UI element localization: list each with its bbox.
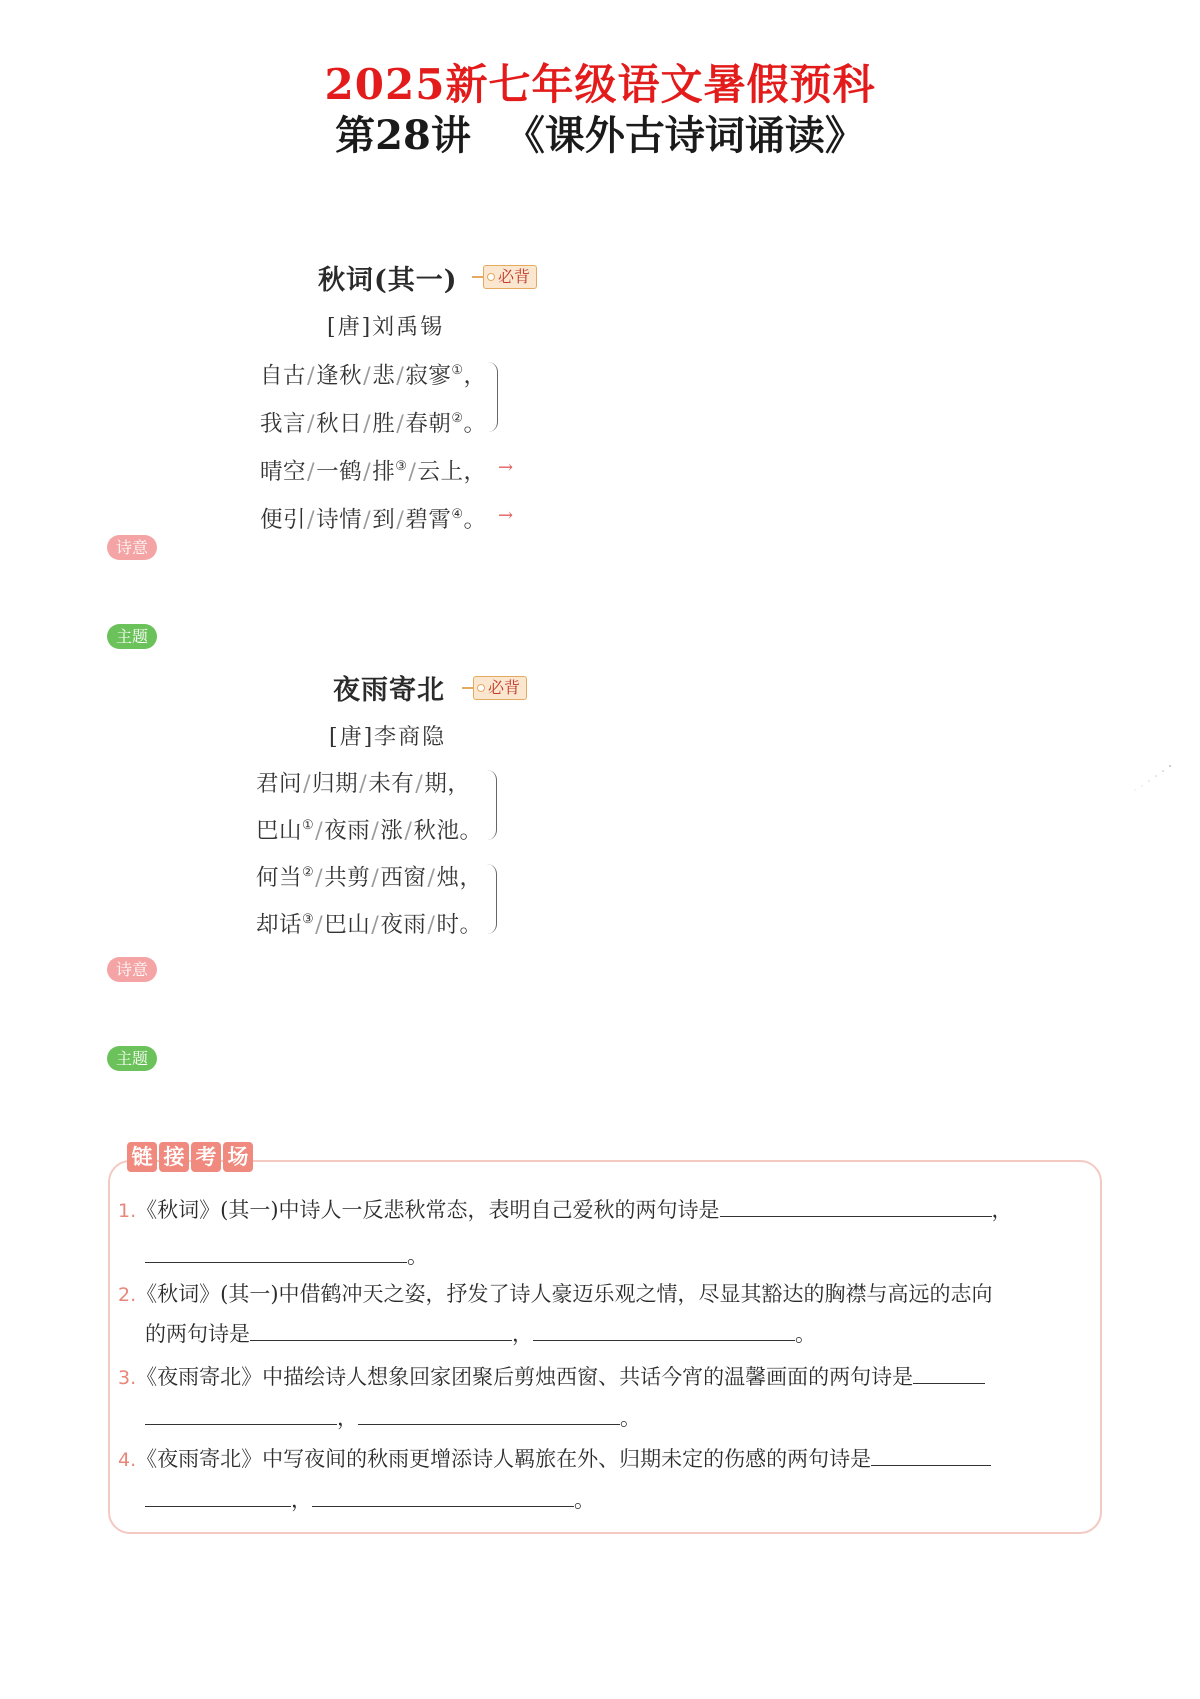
page-title: 2025新七年级语文暑假预科 [324, 60, 876, 109]
poem2-line-4: 却话③/巴山/夜雨/时。 [256, 912, 483, 938]
poem2-line-1: 君问/归期/未有/期， [256, 771, 471, 797]
question-1: 1.《秋词》(其一)中诗人一反悲秋常态，表明自己爱秋的两句诗是 ， [118, 1198, 1013, 1222]
poem1-line-2: 我言/秋日/胜/春朝②。 [260, 411, 487, 437]
answer-blank[interactable] [358, 1406, 620, 1425]
poem1-theme-label: 主题 [107, 624, 157, 649]
question-3: 3.《夜雨寄北》中描绘诗人想象回家团聚后剪烛西窗、共话今宵的温馨画面的两句诗是 [118, 1361, 985, 1391]
brace-mark [486, 770, 497, 840]
answer-blank[interactable] [533, 1322, 795, 1341]
question-2-line-2: 的两句诗是 ， 。 [145, 1322, 816, 1346]
question-4-line-2: ， 。 [145, 1484, 595, 1514]
poem2-line-3: 何当②/共剪/西窗/烛， [256, 865, 483, 891]
poem1-author: [唐]刘禹锡 [327, 315, 445, 340]
must-recite-tag: 必背 [473, 676, 527, 700]
poem2-meaning-label: 诗意 [107, 957, 157, 982]
speckle-decoration [1130, 762, 1174, 792]
must-recite-tag: 必背 [483, 265, 537, 289]
answer-blank[interactable] [250, 1322, 512, 1341]
arrow-icon: → [498, 505, 514, 526]
answer-blank[interactable] [720, 1198, 992, 1217]
brace-mark [486, 864, 497, 934]
question-3-line-2: ， 。 [145, 1402, 641, 1432]
answer-blank[interactable] [871, 1447, 991, 1466]
question-2: 2.《秋词》(其一)中借鹤冲天之姿，抒发了诗人豪迈乐观之情，尽显其豁达的胸襟与高远的志向 [118, 1282, 993, 1306]
answer-blank[interactable] [145, 1488, 291, 1507]
poem1-line-4: 便引/诗情/到/碧霄④。 [260, 507, 487, 533]
poem1-title: 秋词(其一) [318, 265, 458, 296]
lecture-title [0, 104, 1200, 161]
exam-heading: 链 接 考 场 [127, 1142, 253, 1174]
arrow-icon: → [498, 457, 514, 478]
poem1-line-1: 自古/逢秋/悲/寂寥①， [260, 363, 487, 389]
lecture-subtitle: 《课外古诗词诵读》 [504, 112, 865, 159]
answer-blank[interactable] [145, 1244, 407, 1263]
poem2-theme-label: 主题 [107, 1046, 157, 1071]
poem2-title: 夜雨寄北 [333, 675, 445, 706]
poem1-meaning-label: 诗意 [107, 535, 157, 560]
answer-blank[interactable] [145, 1406, 337, 1425]
poem2-line-2: 巴山①/夜雨/涨/秋池。 [256, 818, 483, 844]
lecture-number: 第28讲 [335, 112, 471, 159]
poem1-line-3: 晴空/一鹤/排③/云上， [260, 459, 487, 485]
answer-blank[interactable] [312, 1488, 574, 1507]
question-4: 4.《夜雨寄北》中写夜间的秋雨更增添诗人羁旅在外、归期未定的伤感的两句诗是 [118, 1443, 991, 1473]
brace-mark [487, 362, 498, 432]
answer-blank[interactable] [913, 1365, 985, 1384]
poem2-author: [唐]李商隐 [329, 725, 447, 750]
question-1-line-2: 。 [145, 1240, 428, 1270]
